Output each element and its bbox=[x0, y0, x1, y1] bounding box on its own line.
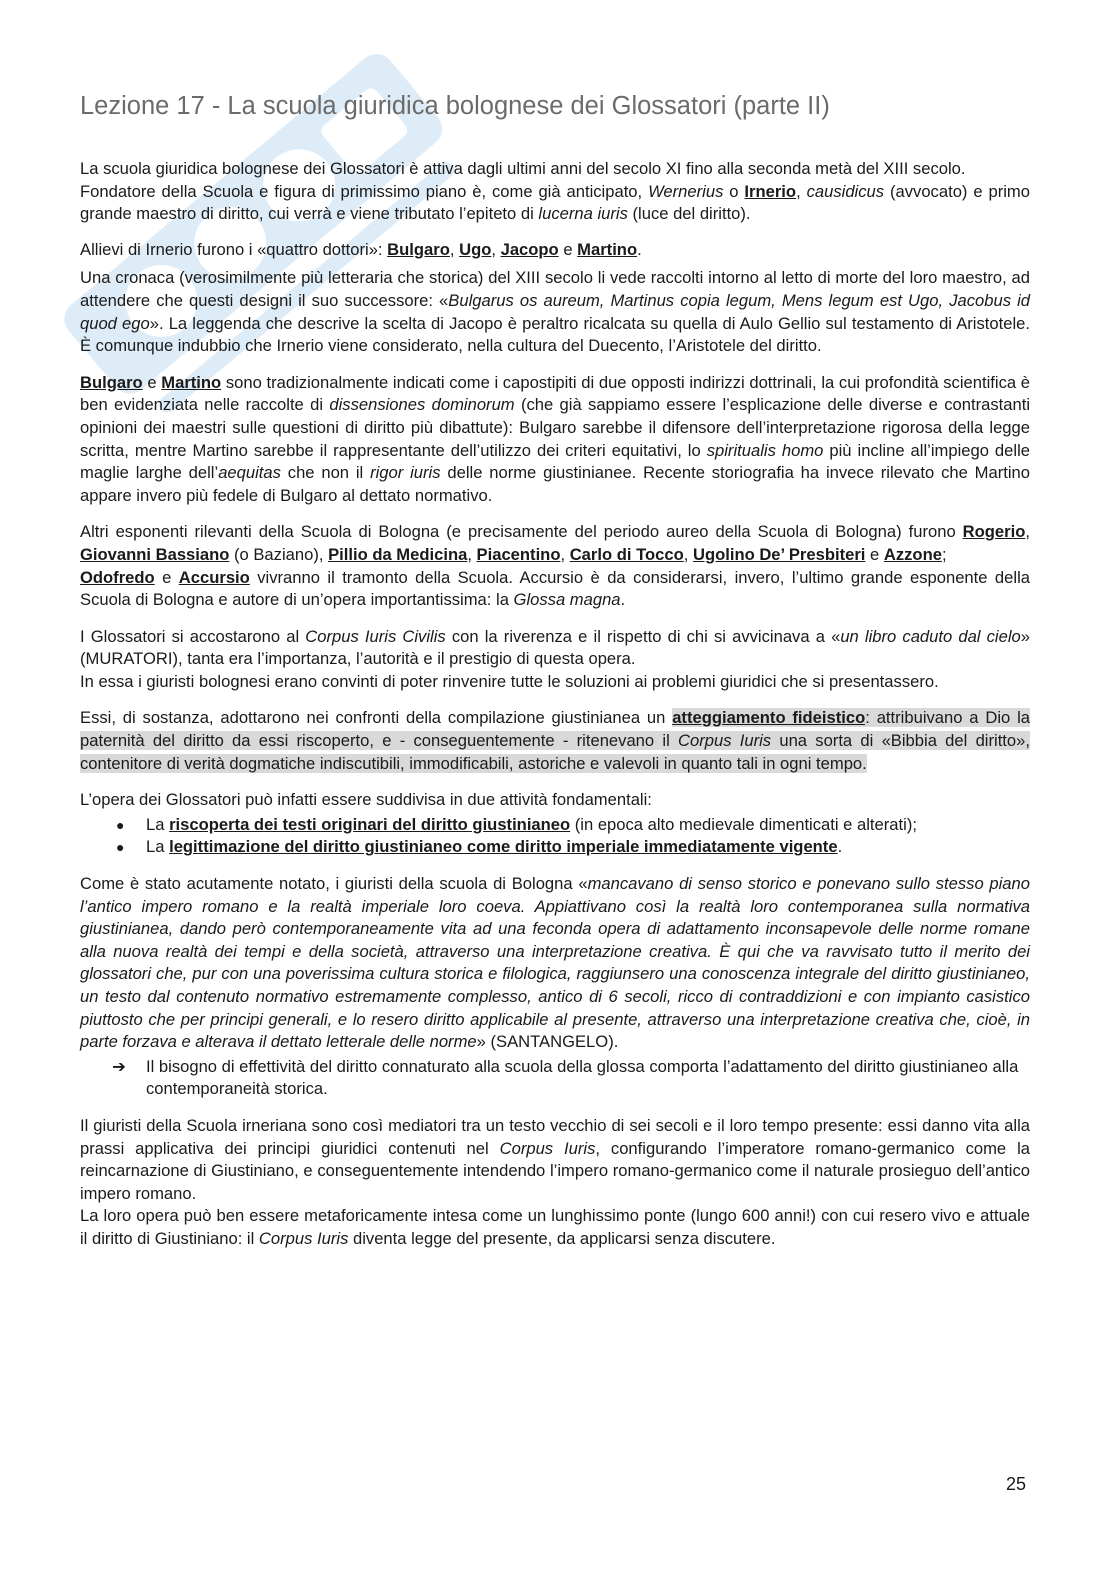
list-item: ● La riscoperta dei testi originari del diritto giustinianeo (in epoca alto medievale dimenticati e alterati); bbox=[116, 814, 1030, 837]
paragraph-founder: Fondatore della Scuola e figura di primissimo piano è, come già anticipato, Wernerius o Irnerio, causidicus (avvocato) e primo grande maestro di diritto, cui verrà e viene tributato l’epiteto di lucerna iuris (luce del diritto). bbox=[80, 181, 1030, 224]
activities-list bbox=[80, 814, 1030, 859]
paragraph-intro: La scuola giuridica bolognese dei Glossatori è attiva dagli ultimi anni del secolo XI fino alla seconda metà del XIII secolo. bbox=[80, 159, 966, 178]
bullet-icon: ● bbox=[116, 839, 125, 856]
paragraph-santangelo-quote: Come è stato acutamente notato, i giuristi della scuola di Bologna «mancavano di senso storico e ponevano sullo stesso piano l’antico impero romano e la realtà imperiale loro coeva. Appiattivano così la realtà loro contemporanea sulla normativa giustinianea, dando però contemporaneamente vita ad una feconda opera di adattamento inconsapevole delle norme romane alla nuova realtà dei tempi e della società, attraverso una interpretazione creativa. È qui che va ravvisato tutto il merito dei glossatori che, pur con una poverissima cultura storica e filologica, raggiunsero una conoscenza integrale del diritto giustinianeo, un testo dal contenuto normativo estremamente complesso, antico di 6 secoli, ricco di contraddizioni e con impianto casistico piuttosto che per principi generali, e lo resero diritto applicabile al presente, attraverso una interpretazione creativa che, cioè, in parte forzava e alterava il dettato letterale delle norme» (SANTANGELO). bbox=[80, 874, 1030, 1052]
paragraph-four-doctors: Allievi di Irnerio furono i «quattro dottori»: Bulgaro, Ugo, Jacopo e Martino. bbox=[80, 239, 642, 259]
name-ugo: Ugo bbox=[459, 239, 492, 259]
list-item: ● La legittimazione del diritto giustinianeo come diritto imperiale immediatamente vigente. bbox=[116, 836, 1030, 859]
page-title: Lezione 17 - La scuola giuridica bolognese dei Glossatori (parte II) bbox=[80, 92, 830, 120]
paragraph-other-exponents: Altri esponenti rilevanti della Scuola di Bologna (e precisamente del periodo aureo della Scuola di Bologna) furono Rogerio, Giovanni Bassiano (o Baziano), Pillio da Medicina, Piacentino, Carlo di Tocco, Ugolino De’ Presbiteri e Azzone; bbox=[80, 522, 1030, 564]
name-martino: Martino bbox=[577, 239, 638, 259]
paragraph-chronicle: Una cronaca (verosimilmente più letteraria che storica) del XIII secolo li vede raccolti intorno al letto di morte del loro maestro, ad attendere che questi designi il suo successore: «Bulgarus os aureum, Martinus copia legum, Mens legum est Ugo, Jacobus id quod ego». La leggenda che descrive la scelta di Jacopo è peraltro ricalcata su quella di Aulo Gellio sul testamento di Aristotele. È comunque indubbio che Irnerio viene considerato, nella cultura del Duecento, l’Aristotele del diritto. bbox=[80, 268, 1031, 356]
name-bulgaro: Bulgaro bbox=[387, 239, 450, 259]
name-jacopo: Jacopo bbox=[500, 239, 559, 259]
paragraph-bulgaro-martino: Bulgaro e Martino sono tradizionalmente indicati come i capostipiti di due opposti indirizzi dottrinali, la cui profondità scientifica è ben evidenziata nelle raccolte di dissensiones dominorum (che già sappiamo essere l’esplicazione delle diverse e contrastanti opinioni dei maestri sulle questioni di diritto più dibattute): Bulgaro sarebbe il difensore dell’interpretazione rigorosa della legge scritta, mentre Martino sarebbe il rappresentante dell’utilizzo dei criteri equitativi, lo spiritualis homo più incline all’impiego delle maglie larghe dell’aequitas che non il rigor iuris delle norme giustinianee. Recente storiografia ha invece rilevato che Martino appare invero più fedele di Bulgaro al dettato normativo. bbox=[80, 372, 1031, 505]
page-number: 25 bbox=[1006, 1474, 1027, 1494]
paragraph-odofredo-accursio: Odofredo e Accursio vivranno il tramonto della Scuola. Accursio è da considerarsi, invero, l’ultimo grande esponente della Scuola di Bologna e autore di un’opera importantissima: la Glossa magna. bbox=[80, 567, 1030, 610]
name-irnerio: Irnerio bbox=[744, 181, 797, 201]
paragraph-activities-intro: L’opera dei Glossatori può infatti essere suddivisa in due attività fondamentali: bbox=[80, 790, 652, 810]
arrow-note: ➔ Il bisogno di effettività del diritto connaturato alla scuola della glossa comporta l’adattamento del diritto giustinianeo alla contemporaneità storica. bbox=[112, 1056, 1019, 1099]
paragraph-bridge: La loro opera può ben essere metaforicamente intesa come un lunghissimo ponte (lungo 600 anni!) con cui resero vivo e attuale il diritto di Giustiniano: il Corpus Iuris diventa legge del presente, da applicarsi senza discutere. bbox=[80, 1206, 1030, 1248]
document-page bbox=[80, 90, 1030, 1251]
highlight-atteggiamento: atteggiamento fideistico bbox=[672, 708, 866, 728]
arrow-right-icon: ➔ bbox=[112, 1056, 126, 1076]
paragraph-corpus-reverence: I Glossatori si accostarono al Corpus Iuris Civilis con la riverenza e il rispetto di chi si avvicinava a «un libro caduto dal cielo» (MURATORI), tanta era l’importanza, l’autorità e il prestigio di questa opera. bbox=[80, 626, 1030, 669]
paragraph-mediators: Il giuristi della Scuola irneriana sono così mediatori tra un testo vecchio di sei secoli e il loro tempo presente: essi danno vita alla prassi applicativa dei principi giuridici contenuti nel Corpus Iuris, configurando l’imperatore romano-germanico come la reincarnazione di Giustiniano, e conseguentemente intendendo l’impero romano-germanico come il naturale prosieguo dell’antico impero romano. bbox=[80, 1115, 1030, 1203]
bullet-icon: ● bbox=[116, 816, 125, 833]
paragraph-fideistic: Essi, di sostanza, adottarono nei confronti della compilazione giustinianea un atteggiamento fideistico: attribuivano a Dio la paternità del diritto da essi riscoperto, e - conseguentemente - ritenevano il Corpus Iuris una sorta di «Bibbia del diritto», contenitore di verità dogmatiche indiscutibili, immodificabili, astoriche e valevoli in quanto tali in ogni tempo. bbox=[80, 708, 1030, 773]
paragraph-solutions: In essa i giuristi bolognesi erano convinti di poter rinvenire tutte le soluzioni ai problemi giuridici che si presentassero. bbox=[80, 671, 939, 691]
